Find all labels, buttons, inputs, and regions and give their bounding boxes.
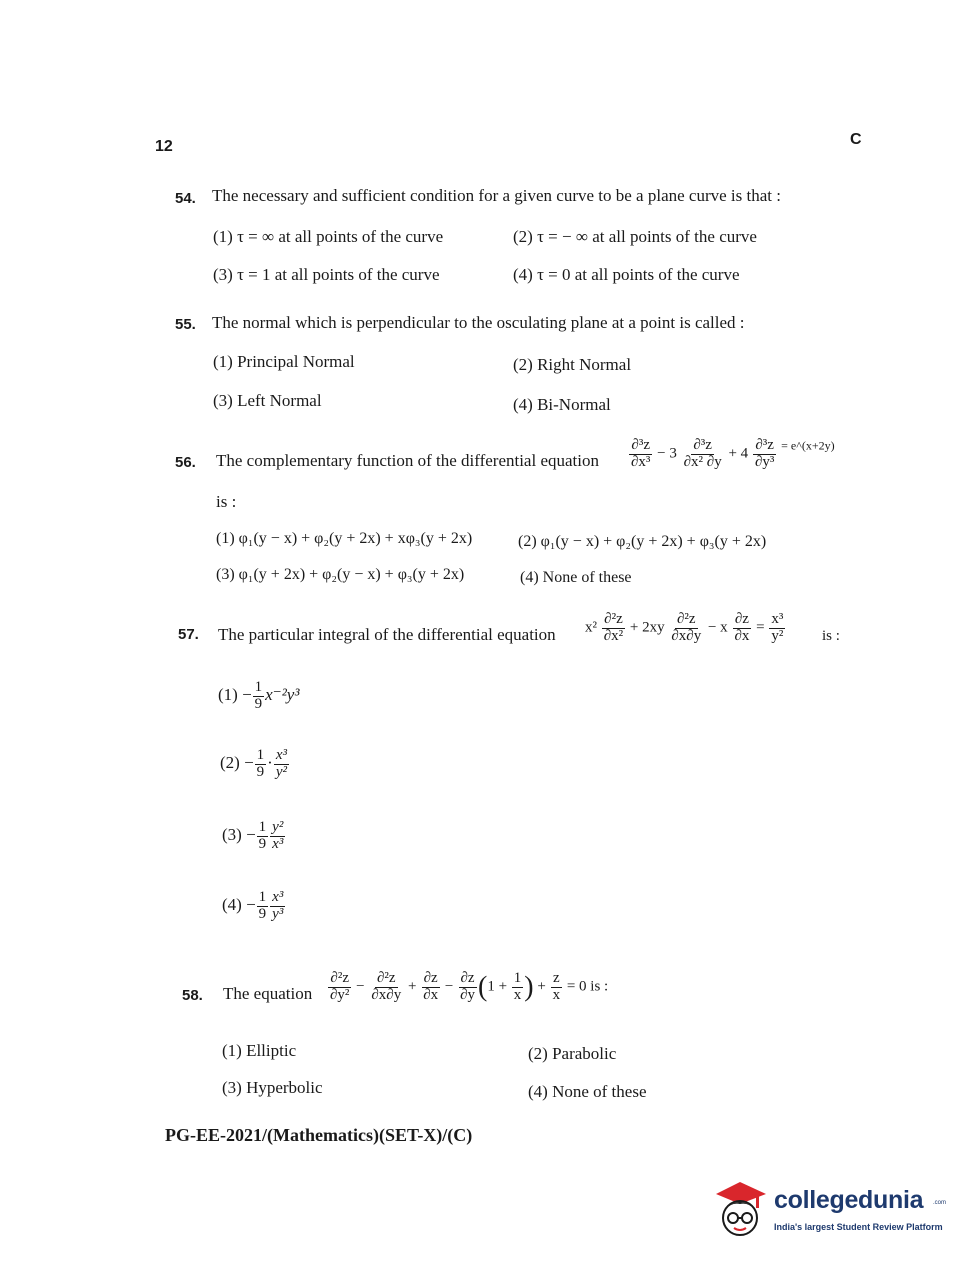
question-54-text: The necessary and sufficient condition for a given curve to be a plane curve is that : [212,186,781,205]
q56-option-4: (4) None of these [520,569,632,586]
q55-option-1: (1) Principal Normal [213,352,355,371]
q56-option-1: (1) φ₁(y − x) + φ₂(y + 2x) + xφ₃(y + 2x) [216,530,473,547]
mascot-icon [712,1180,770,1246]
q58-option-1: (1) Elliptic [222,1041,297,1060]
question-55-number: 55. [175,316,196,333]
set-code: C [850,131,862,148]
question-56-number: 56. [175,454,196,471]
q57-option-1: (1) − $\frac{1}{9}$ x⁻²y³ [218,679,300,712]
q56-option-2: (2) φ₁(y − x) + φ₂(y + 2x) + φ₃(y + 2x) [518,533,767,550]
q57-option-3: (3) − $\frac{1}{9}$ $\frac{\text{y²}}{\text{x³}}$ [222,819,284,852]
question-54-number: 54. [175,190,196,207]
question-55-text: The normal which is perpendicular to the osculating plane at a point is called : [212,313,745,332]
q57-equation: x² $\frac{\text{∂²z}}{\text{∂x²}}$ + 2xy $\frac{\text{∂²z}}{\partial x\partial y}$ − x $\frac{\partial z}{\partial x}$ = $\frac{\text{x³}}{\text{y²}}$ [585,611,784,644]
q55-option-2: (2) Right Normal [513,355,632,374]
q58-equation: $\frac{\text{∂²z}}{\text{∂y²}}$ − $\frac{\text{∂²z}}{\partial x\partial y}$ + $\frac{\partial z}{\partial x}$ − $\frac{\partial z}{\partial y}$ (1 + $\frac{1}{x}$ ) + $\frac{z}{x}$ = 0 is : [330,970,609,1003]
q57-option-4: (4) − $\frac{1}{9}$ $\frac{\text{x³}}{\text{y³}}$ [222,889,284,922]
q57-option-2: (2) − $\frac{1}{9}$ · $\frac{\text{x³}}{\text{y²}}$ [220,747,287,780]
q54-option-2: (2) τ = − ∞ at all points of the curve [513,227,757,246]
q56-option-3: (3) φ₁(y + 2x) + φ₂(y − x) + φ₃(y + 2x) [216,566,465,583]
question-58-text: The equation [223,984,313,1003]
logo-wordmark: collegedunia [774,1186,924,1214]
q58-option-4: (4) None of these [528,1082,647,1101]
question-57-text: The particular integral of the differential equation [218,625,556,644]
page-number: 12 [155,138,173,155]
exam-code-footer: PG-EE-2021/(Mathematics)(SET-X)/(C) [165,1125,473,1145]
question-57-tail: is : [822,628,840,644]
q54-option-1: (1) τ = ∞ at all points of the curve [213,227,444,246]
question-56-text: The complementary function of the differential equation [216,451,599,470]
question-56-tail: is : [216,492,237,511]
q56-equation: $\frac{\text{∂³z}}{\text{∂x³}}$ − 3 $\frac{\text{∂³z}}{\text{∂x² ∂y}}$ + 4 $\frac{\text{∂³z}}{\text{∂y³}}$ $^{= e\^{}(x+2y)}$ [631,437,835,470]
question-57-number: 57. [178,626,199,643]
q58-option-2: (2) Parabolic [528,1044,617,1063]
q54-option-3: (3) τ = 1 at all points of the curve [213,265,440,284]
question-58-number: 58. [182,987,203,1004]
q55-option-3: (3) Left Normal [213,391,322,410]
q55-option-4: (4) Bi-Normal [513,395,611,414]
q58-option-3: (3) Hyperbolic [222,1078,323,1097]
logo-suffix: .com [933,1200,947,1206]
q54-option-4: (4) τ = 0 at all points of the curve [513,265,740,284]
collegedunia-logo[interactable] [712,1180,947,1250]
logo-tagline: India's largest Student Review Platform [774,1222,943,1232]
